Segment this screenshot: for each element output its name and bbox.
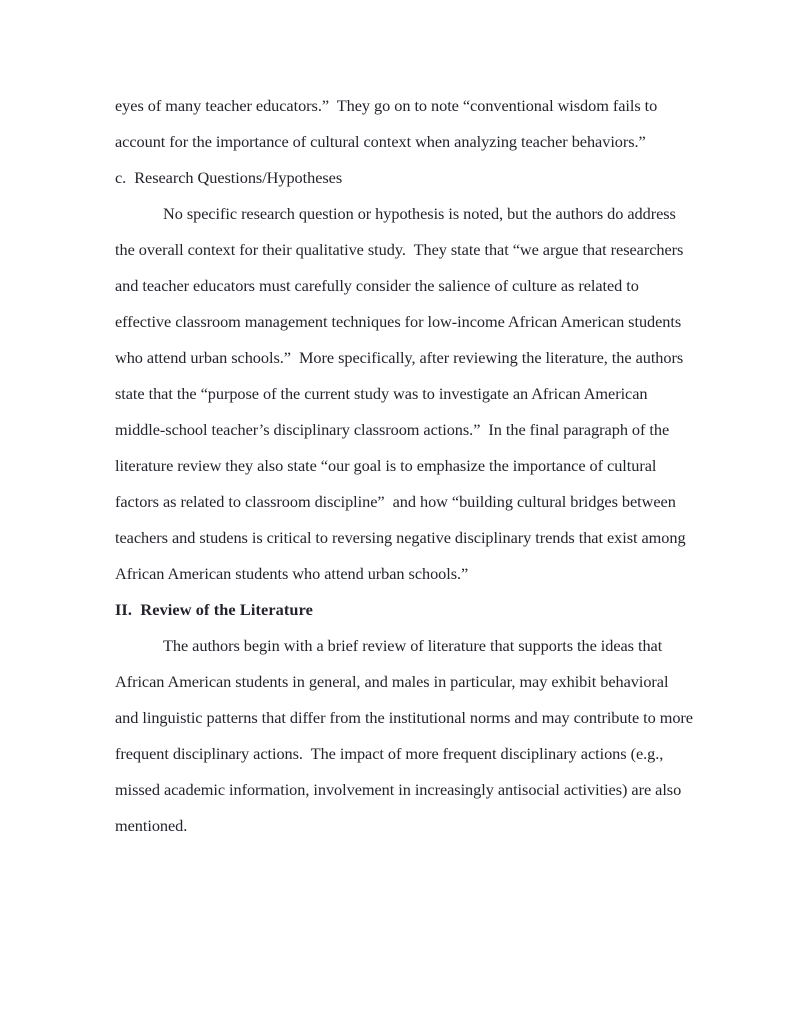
text-line: the overall context for their qualitative study. They state that “we argue that researchers (115, 240, 684, 259)
paragraph-research-questions (115, 196, 686, 592)
text-line: account for the importance of cultural context when analyzing teacher behaviors.” (115, 132, 646, 151)
paragraph-review-of-literature (115, 628, 693, 844)
text-line: effective classroom management techniques for low-income African American students (115, 312, 682, 331)
document-body (115, 88, 693, 844)
text-line: mentioned. (115, 816, 188, 835)
text-line: African American students who attend urban schools.” (115, 564, 469, 583)
heading-line: II. Review of the Literature (115, 600, 313, 619)
text-line: and linguistic patterns that differ from the institutional norms and may contribute to more (115, 708, 693, 727)
text-line: missed academic information, involvement in increasingly antisocial activities) are also (115, 780, 682, 799)
heading-review-of-the-literature (115, 592, 681, 628)
text-line: frequent disciplinary actions. The impact of more frequent disciplinary actions (e.g., (115, 744, 664, 763)
text-line: The authors begin with a brief review of literature that supports the ideas that (163, 636, 663, 655)
text-line: eyes of many teacher educators.” They go on to note “conventional wisdom fails to (115, 96, 658, 115)
text-line: and teacher educators must carefully consider the salience of culture as related to (115, 276, 639, 295)
text-line: teachers and studens is critical to reversing negative disciplinary trends that exist among (115, 528, 686, 547)
text-line: No specific research question or hypothesis is noted, but the authors do address (163, 204, 676, 223)
heading-research-questions (115, 160, 681, 196)
text-line: who attend urban schools.” More specifically, after reviewing the literature, the authors (115, 348, 684, 367)
text-line: literature review they also state “our goal is to emphasize the importance of cultural (115, 456, 657, 475)
paragraph-continued (115, 88, 681, 160)
text-line: factors as related to classroom discipline” and how “building cultural bridges between (115, 492, 676, 511)
text-line: state that the “purpose of the current study was to investigate an African American (115, 384, 648, 403)
heading-line: c. Research Questions/Hypotheses (115, 168, 343, 187)
text-line: African American students in general, and males in particular, may exhibit behavioral (115, 672, 669, 691)
text-line: middle-school teacher’s disciplinary classroom actions.” In the final paragraph of the (115, 420, 670, 439)
